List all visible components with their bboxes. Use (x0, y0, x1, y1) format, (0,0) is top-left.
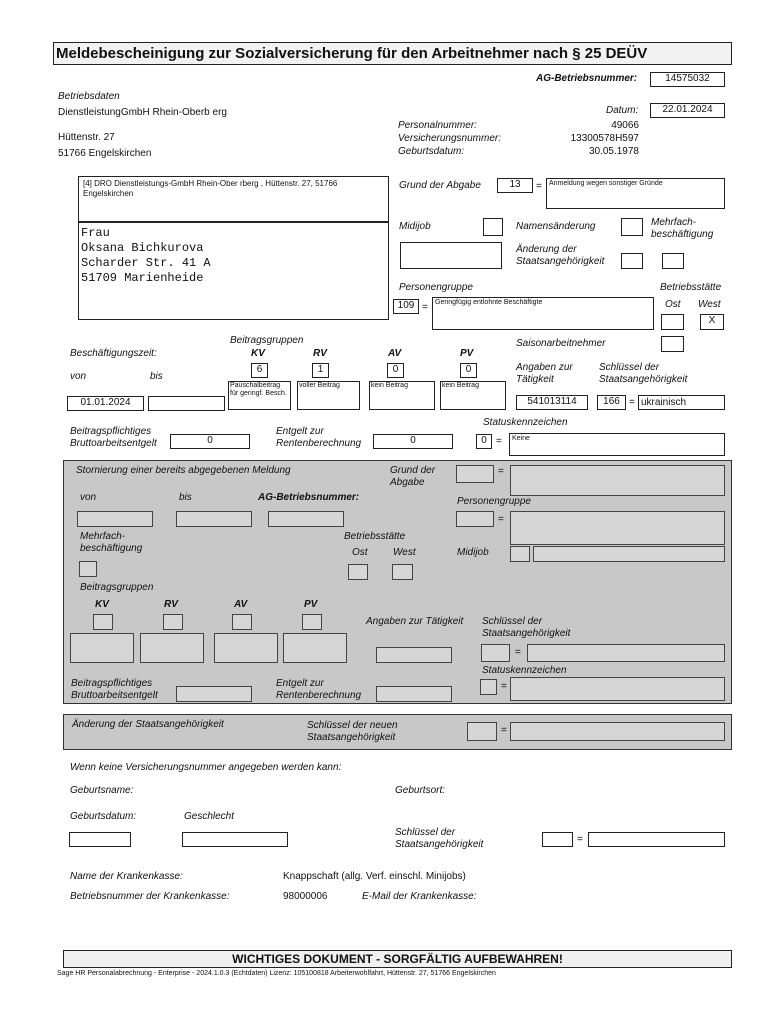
rv-text: voller Beitrag (297, 381, 360, 410)
storno-pg-code (456, 511, 494, 527)
betrieb-city: 51766 Engelskirchen (58, 148, 152, 159)
address-line-4: 51709 Marienheide (81, 271, 204, 285)
abgabe-text: Anmeldung wegen sonstiger Gründe (546, 178, 725, 209)
aend-code-box (467, 722, 497, 741)
storno-status-eq: = (501, 681, 507, 692)
address-line-3: Scharder Str. 41 A (81, 256, 211, 270)
storno-taet: Angaben zur Tätigkeit (366, 616, 464, 627)
saison-box (661, 336, 684, 352)
staatsaend-box (621, 253, 643, 269)
storno-mehr-box (79, 561, 97, 577)
aend-eq: = (501, 725, 507, 736)
storno-pv: PV (304, 599, 318, 610)
ohne-heading: Wenn keine Versicherungsnummer angegeben werden kann: (70, 762, 342, 773)
geburtsname-label: Geburtsname: (70, 785, 134, 796)
storno-kv: KV (95, 599, 109, 610)
kasse-nr: 98000006 (283, 891, 328, 902)
storno-status: Statuskennzeichen (482, 665, 567, 676)
storno-midijob-text (533, 546, 725, 562)
zeit-label: Beschäftigungszeit: (70, 348, 157, 359)
staat-label-2: Staatsangehörigkeit (599, 374, 688, 385)
namensaenderung-label: Namensänderung (516, 221, 596, 232)
footer-banner (63, 950, 732, 968)
storno-av-text (214, 633, 278, 663)
status-code: 0 (476, 434, 492, 449)
address-line-1: Frau (81, 226, 110, 240)
av-label: AV (388, 348, 402, 359)
staat-label-1: Schlüssel der (599, 362, 660, 373)
midijob-detail-box (400, 242, 502, 269)
storno-grund-eq: = (498, 466, 504, 477)
ag-label: AG-Betriebsnummer: (536, 73, 638, 84)
kasse-name: Knappschaft (allg. Verf. einschl. Minijobs) (283, 871, 466, 882)
saison-label: Saisonarbeitnehmer (516, 338, 606, 349)
bst-west-box: X (700, 314, 724, 330)
vsnr-label: Versicherungsnummer: (398, 133, 502, 144)
page-title: Meldebescheinigung zur Sozialversicherung für den Arbeitnehmer nach § 25 DEÜV (56, 45, 648, 62)
pv-label: PV (460, 348, 474, 359)
storno-pg-text (510, 511, 725, 545)
staatsaend-label-1: Änderung der (516, 244, 577, 255)
betriebsstaette-label: Betriebsstätte (660, 282, 722, 293)
storno-brutto-2: Bruttoarbeitsentgelt (71, 690, 158, 701)
zeit-von-field: 01.01.2024 (67, 396, 144, 411)
aenderung-panel (63, 714, 732, 750)
kv-value: 6 (251, 363, 268, 378)
av-text: kein Beitrag (369, 381, 435, 410)
storno-west: West (393, 547, 416, 558)
aend-schl-2: Staatsangehörigkeit (307, 732, 396, 743)
storno-ag: AG-Betriebsnummer: (258, 492, 360, 503)
datum-field: 22.01.2024 (650, 103, 725, 118)
storno-taet-box (376, 647, 452, 663)
storno-grund-text (510, 465, 725, 496)
footer-line: Sage HR Personalabrechnung - Enterprise - 2024.1.0.3 (Echtdaten) Lizenz: 105100818 Arbeiterwohlfahrt, Hüttenstr. 27, 51766 Engelskirchen (57, 970, 496, 977)
beitrag-heading: Beitragsgruppen (230, 335, 304, 346)
storno-bis: bis (179, 492, 192, 503)
abgabe-eq: = (536, 181, 542, 192)
storno-av-box (232, 614, 252, 630)
storno-grund-2: Abgabe (390, 477, 425, 488)
mehrfach-box (662, 253, 684, 269)
storno-west-box (392, 564, 413, 580)
taetigkeit-label-2: Tätigkeit (516, 374, 554, 385)
kasse-nr-label: Betriebsnummer der Krankenkasse: (70, 891, 230, 902)
storno-midijob-box (510, 546, 530, 562)
storno-heading: Stornierung einer bereits abgegebenen Meldung (76, 465, 291, 476)
geschlecht-field (182, 832, 288, 847)
staat-code: 166 (597, 395, 626, 410)
kasse-name-label: Name der Krankenkasse: (70, 871, 183, 882)
footer-banner-text: WICHTIGES DOKUMENT - SORGFÄLTIG AUFBEWAHREN! (232, 952, 563, 966)
address-line-2: Oksana Bichkurova (81, 241, 204, 255)
ohne-geburtsdatum-field (69, 832, 131, 847)
kv-label: KV (251, 348, 265, 359)
storno-status-text (510, 677, 725, 701)
personalnummer-value: 49066 (611, 120, 639, 131)
storno-von-box (77, 511, 153, 527)
zeit-bis-label: bis (150, 371, 163, 382)
storno-schl-code (481, 644, 510, 662)
midijob-box (483, 218, 503, 236)
storno-schl-1: Schlüssel der (482, 616, 543, 627)
rv-label: RV (313, 348, 327, 359)
storno-ag-box (268, 511, 344, 527)
pv-value: 0 (460, 363, 477, 378)
personengruppe-label: Personengruppe (399, 282, 473, 293)
mehrfach-label-2: beschäftigung (651, 229, 714, 240)
storno-kv-box (93, 614, 113, 630)
sender-box (78, 176, 389, 222)
ohne-schl-2: Staatsangehörigkeit (395, 839, 484, 850)
storno-pg-eq: = (498, 514, 504, 525)
kv-text: Pauschalbeitrag für geringf. Besch. (228, 381, 291, 410)
storno-schl-2: Staatsangehörigkeit (482, 628, 571, 639)
aend-label: Änderung der Staatsangehörigkeit (72, 719, 224, 730)
status-eq: = (496, 436, 502, 447)
ohne-schl-code (542, 832, 573, 847)
address-box (78, 222, 389, 320)
storno-personengruppe: Personengruppe (457, 496, 531, 507)
betrieb-street: Hüttenstr. 27 (58, 132, 115, 143)
renten-field: 0 (373, 434, 453, 449)
ohne-schl-1: Schlüssel der (395, 827, 456, 838)
storno-pv-box (302, 614, 322, 630)
status-text: Keine (509, 433, 725, 456)
ohne-geburtsdatum-label: Geburtsdatum: (70, 811, 137, 822)
storno-brutto-box (176, 686, 252, 702)
storno-bis-box (176, 511, 252, 527)
zeit-bis-field (148, 396, 225, 411)
storno-renten-box (376, 686, 452, 702)
storno-schl-text (527, 644, 725, 662)
ag-number-field: 14575032 (650, 72, 725, 87)
staatsaend-label-2: Staatsangehörigkeit (516, 256, 605, 267)
abgabe-code: 13 (497, 178, 533, 193)
storno-grund-box (456, 465, 494, 483)
geburtsdatum-value: 30.05.1978 (588, 146, 639, 157)
mehrfach-label-1: Mehrfach- (651, 217, 697, 228)
abgabe-label: Grund der Abgabe (399, 180, 481, 191)
taetigkeit-field: 541013114 (516, 395, 588, 410)
personengruppe-code: 109 (393, 299, 419, 314)
namensaenderung-box (621, 218, 643, 236)
midijob-label: Midijob (399, 221, 431, 232)
storno-av: AV (234, 599, 248, 610)
storno-midijob: Midijob (457, 547, 489, 558)
taetigkeit-label-1: Angaben zur (516, 362, 573, 373)
status-label: Statuskennzeichen (483, 417, 568, 428)
storno-renten-2: Rentenberechnung (276, 690, 362, 701)
storno-rv-text (140, 633, 204, 663)
brutto-label-1: Beitragspflichtiges (70, 426, 152, 437)
geburtsort-label: Geburtsort: (395, 785, 446, 796)
storno-ost-box (348, 564, 368, 580)
renten-label-2: Rentenberechnung (276, 438, 362, 449)
vsnr-value: 13300578H597 (570, 133, 639, 144)
datum-label: Datum: (606, 105, 639, 116)
storno-kv-text (70, 633, 134, 663)
brutto-label-2: Bruttoarbeitsentgelt (70, 438, 157, 449)
storno-schl-eq: = (515, 647, 521, 658)
storno-ost: Ost (352, 547, 368, 558)
av-value: 0 (387, 363, 404, 378)
title-bar (53, 42, 732, 65)
betrieb-name: DienstleistungGmbH Rhein-Oberb erg (58, 107, 227, 118)
ohne-schl-eq: = (577, 834, 583, 845)
storno-von: von (80, 492, 97, 503)
storno-beitrag: Beitragsgruppen (80, 582, 154, 593)
storno-grund-1: Grund der (390, 465, 436, 476)
kasse-mail-label: E-Mail der Krankenkasse: (362, 891, 477, 902)
betrieb-heading: Betriebsdaten (58, 91, 120, 102)
aend-text-box (510, 722, 725, 741)
personengruppe-eq: = (422, 302, 428, 313)
storno-panel (63, 460, 732, 704)
bst-ost-label: Ost (665, 299, 681, 310)
storno-pv-text (283, 633, 347, 663)
staat-eq: = (629, 397, 635, 408)
storno-mehr-2: beschäftigung (80, 543, 143, 554)
zeit-von-label: von (70, 371, 87, 382)
brutto-field: 0 (170, 434, 250, 449)
storno-renten-1: Entgelt zur (276, 678, 324, 689)
storno-status-code (480, 679, 497, 695)
bst-west-label: West (698, 299, 721, 310)
staat-text: ukrainisch (638, 395, 725, 410)
bst-ost-box (661, 314, 684, 330)
storno-mehr-1: Mehrfach- (80, 531, 126, 542)
sender-line: [4] DRO Dienstleistungs-GmbH Rhein-Ober rberg , Hüttenstr. 27, 51766 Engelskirchen (83, 179, 338, 198)
storno-rv-box (163, 614, 183, 630)
rv-value: 1 (312, 363, 329, 378)
storno-brutto-1: Beitragspflichtiges (71, 678, 153, 689)
personalnummer-label: Personalnummer: (398, 120, 477, 131)
geschlecht-label: Geschlecht (184, 811, 235, 822)
ohne-schl-text (588, 832, 725, 847)
pv-text: kein Beitrag (440, 381, 506, 410)
storno-bst: Betriebsstätte (344, 531, 406, 542)
geburtsdatum-label: Geburtsdatum: (398, 146, 465, 157)
renten-label-1: Entgelt zur (276, 426, 324, 437)
storno-rv: RV (164, 599, 178, 610)
aend-schl-1: Schlüssel der neuen (307, 720, 398, 731)
personengruppe-text: Geringfügig entlohnte Beschäftigte (432, 297, 654, 330)
